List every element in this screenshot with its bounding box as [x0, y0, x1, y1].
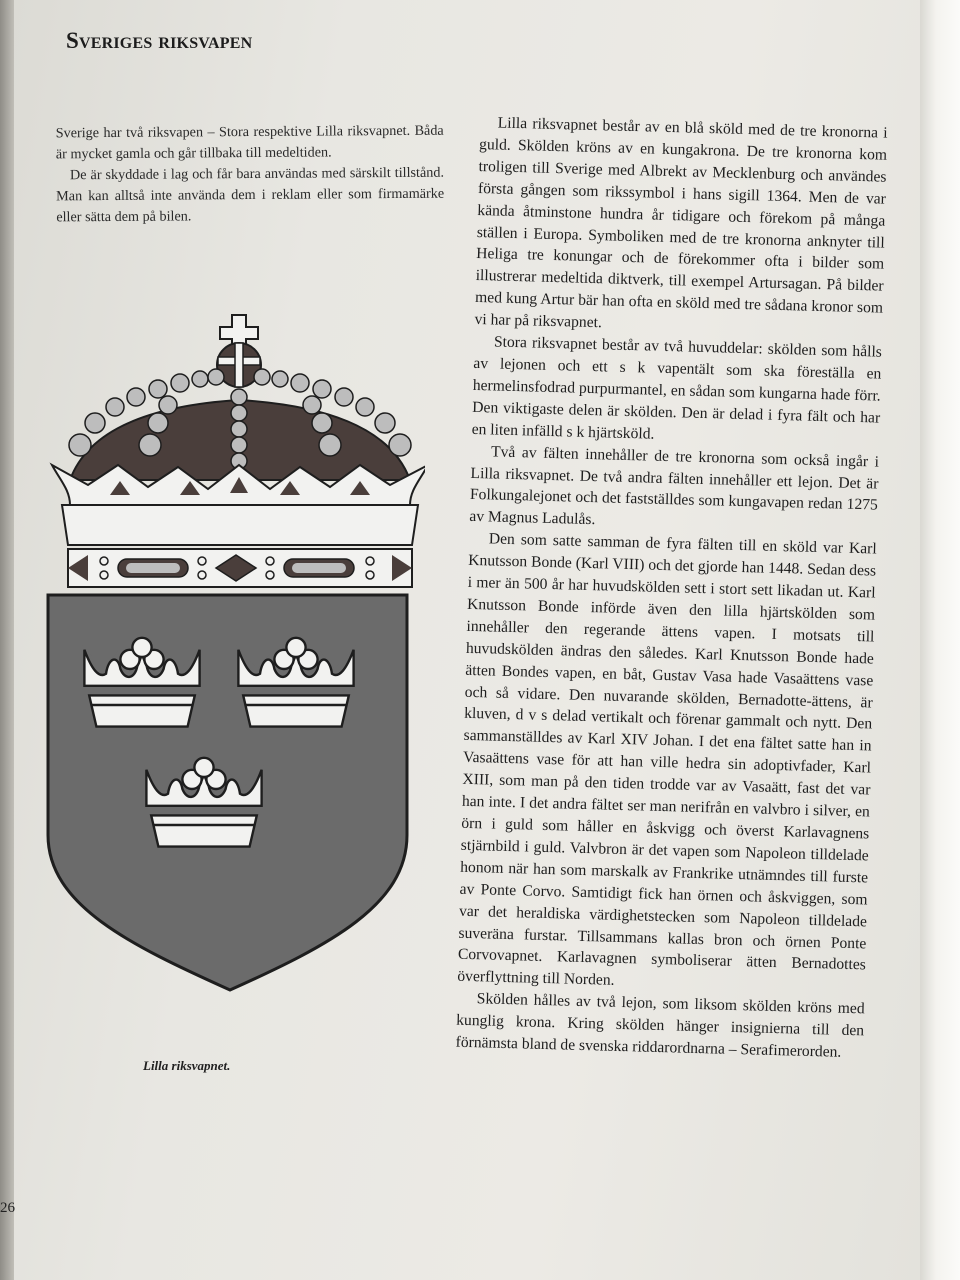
intro-paragraph: Sverige har två riksvapen – Stora respektive Lilla riksvapnet. Båda är mycket gamla och går tillbaka till medeltiden.: [55, 122, 444, 163]
body-paragraph: Stora riksvapnet består av två huvuddelar: skölden som hålls av lejonen och ett s k vapentält som ska föreställa en hermelinsfodrad purpurmantel, en sådan som kungarna hade förr. Den viktigaste delen är skölden. Den är delad i fyra fält och har en liten infälld s k hjärtsköld.: [471, 333, 883, 443]
body-paragraph: Två av fälten innehåller de tre kronorna som också ingår i Lilla riksvapnet. De två andra fälten innehåller ett lejon. Det är Folkungalejonet och det fastställdes som kungavapen redan 1275 av Magnus Ladulås.: [469, 443, 880, 529]
body-paragraph: Skölden hålles av två lejon, som liksom skölden kröns med kunglig krona. Kring skölden hänger insignierna till den förnämsta bland de svenska riddarordnarna – Serafimerorden.: [455, 990, 865, 1061]
intro-text: [56, 121, 445, 229]
illustration-caption: Lilla riksvapnet.: [143, 1058, 231, 1073]
body-text: [455, 112, 888, 1064]
next-page-edge: [920, 0, 960, 1280]
body-paragraph: Lilla riksvapnet består av en blå sköld med de tre kronorna i guld. Skölden kröns av en kungakrona. De tre kronorna kom troligen till Sverige med Albrekt av Mecklenburg och användes första gången som rikssymbol i hans sigill 1364. Men de var kända åtminstone hundra år tidigare och förekom på många ställen i Europa. Symboliken med de tre kronorna anknyter till Heliga tre konungar och de förekommer ofta i bilder som illustrerar medeltida diktverk, till exempel Artursagan. På bilder med kung Artur bär han ofta en sköld med tre sådana kronor som vi har på riksvapnet.: [474, 114, 888, 332]
lesser-coat-of-arms-illustration: [40, 305, 425, 995]
royal-crown-icon: [52, 315, 425, 587]
page-number: 26: [0, 1200, 15, 1216]
body-paragraph: Den som satte samman de fyra fälten till en sköld var Karl Knutsson Bonde (Karl VIII) och det gjorde han 1448. Sedan dess i mer än 500 år har huvudskölden sett i stort sett likadan ut. Karl Knutsson Bonde införde även den lilla hjärtskölden som innehåller den regerande ättens vapen. I motsats till huvudskölden ändras den således. Karl Knutsson Bonde hade ätten Bondes vapen, en båt, Gustav Vasa hade Vasaättens vase och så vidare. Den nuvarande skölden, Bernadotte-ättens, är kluven, d v s delad vertikalt och förenar gammalt och nytt. Den sammanställdes av Karl XIV Johan. I det ena fältet satte han in Vasaättens vase för att han ville hedra sin adoptivfader, Karl XIII, som man på den tiden trodde var av Vasaätt, fast det var han inte. I det andra fältet ser man nerifrån en valvbro i silver, en örn i guld som håller en åskvigg och överst Karlavagnens stjärnbild i guld. Valvbron är det vapen som Napoleon tilldelade honom när han som marskalk av Frankrike utnämndes till furste av Ponte Corvo. Samtidigt fick han örnen och åskviggen, som var det heraldiska värdighetstecken som Napoleon tilldelade suveräna furstar. Tillsammans kallas bron och örnen Ponte Corvovapnet. Karlavagnen symboliserar ätten Bernadottes överflyttning till Norden.: [457, 530, 877, 990]
page-title: Sveriges riksvapen: [66, 28, 253, 53]
intro-paragraph: De är skyddade i lag och får bara användas med särskilt tillstånd. Man kan alltså inte använda dem i reklam eller som firmamärke eller sätta dem på bilen.: [56, 164, 445, 226]
